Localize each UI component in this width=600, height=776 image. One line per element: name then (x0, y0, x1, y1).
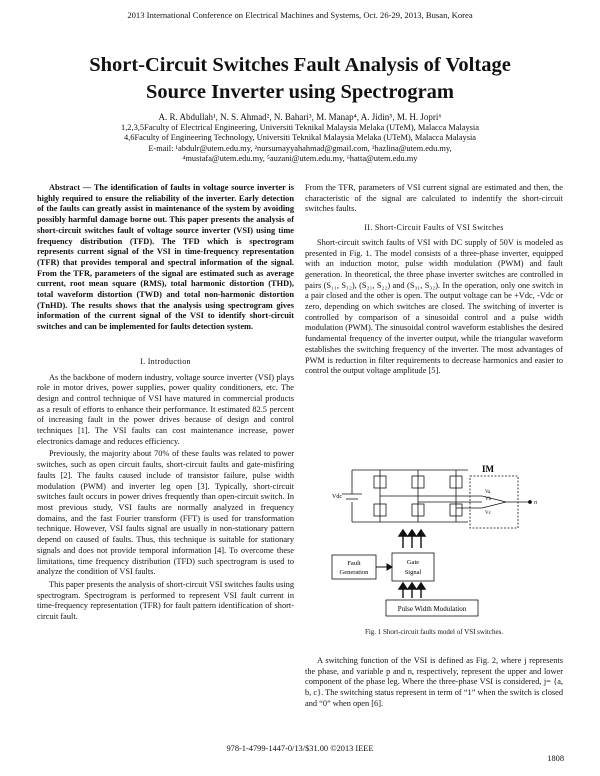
affiliation-1: 1,2,3,5Faculty of Electrical Engineering, Universiti Teknikal Malaysia Melaka (UTeM), Malacca Malaysia (121, 122, 479, 132)
vdc-label: Vdc (332, 494, 342, 500)
title-line-1: Short-Circuit Switches Fault Analysis of Voltage (89, 54, 511, 76)
intro-paragraph-2: Previously, the majority about 70% of these faults was related to power switches, such as open circuit faults, short-circuit faults and gate-misfiring faults [2]. The faults caused include of transistor failure, pulse width modulation (PWM) and inverter leg open [3]. Typically, short-circuit switches fault occurs in power drives frequently than open-circuit switch. In most previous study, VSI faults are normally analyzed in frequency domains, and the fast Fourier transform (FFT) is used for transformation technique. However, VSI faults signal are usually in non-stationary pattern depend on caused of faults. Thus, this technique is suitable for stationary signals and does not provide temporal information [4]. To overcome these limitations, time frequency distribution (TFD) such spectrogram is used to analyze the condition of VSI faults. (37, 449, 294, 577)
page-number: 1808 (547, 754, 564, 763)
gate-label: Gate (406, 559, 420, 566)
section-heading-faults: II. Short-Circuit Faults of VSI Switches (364, 223, 504, 233)
title-line-2: Source Inverter using Spectrogram (145, 81, 455, 103)
intro-paragraph-3: This paper presents the analysis of short-circuit VSI switches faults using spectrogram. Spectrogram is performed to represent VSI fault current in time-frequency representation (TFR) for fault pattern identification of short-circuit fault. (37, 579, 295, 622)
right-paragraph-1: From the TFR, parameters of VSI current signal are estimated and then, the characteristic of the signal are calculated to indentify the short-circuit switches faults. (305, 183, 563, 214)
generation-label: Generation (339, 569, 369, 576)
email-line-2: ⁴mustafa@utem.edu.my, ⁵auzani@utem.edu.my, ⁶hatta@utem.edu.my (182, 154, 418, 164)
vb-label: Vb (485, 497, 492, 502)
right-paragraph-2: Short-circuit switch faults of VSI with DC supply of 50V is modeled as presented in Fig. 1. The model consists of a three-phase inverter, equipped with an induction motor, pulse width modulation (PWM) and fault generation. In theoretical, the three phase inverter switches are controlled in pairs (S₁₁, S₁₂), (S₂₁, S₂₂) and (S₃₁, S₃₂). In the operation, only one switch in a pair closed and the other is open. The output voltage can be +Vdc, -Vdc or zero, depending on which switches are closed. The switching of inverter is controlled by comparison of a sinusoidal control and a pulse width modulation (PWM). The sinusoidal control waveform establishes the desired fundamental frequency of the inverter output, while the triangular waveform establishes the switching frequency of the inverter. The most advantages of PWM is reduction in filter requirements to decrease harmonics and easier to control the output voltage amplitude [5]. (305, 237, 563, 376)
copyright-footer: 978-1-4799-1447-0/13/$31.00 ©2013 IEEE (226, 744, 374, 753)
fault-label: Fault (347, 560, 361, 567)
abstract: Abstract — The identification of faults in voltage source inverter is highly required to ensure the reliability of the inverter. Early detection of the faults can greatly assist in maintenance of the system by avoiding possibly harmful damage borne out. This paper presents the analysis of short-circuit switches fault of voltage source inverter (VSI) using time frequency distribution (TFD). The TFD which is spectrogram represents current signal of the VSI in time-frequency representation (TFR) that provides temporal and spectral information of the signal. From the TFR, parameters of the signal are estimated such as average current, root mean square (RMS), total harmonic distortion (THD), total waveform distortion (TWD) and total non-harmonic distortion (TnHD). The results shows that the analysis using spectrogram gives information of the current signal of the VSI to identify short-circuit switches and can be implemented for faults detection system. (37, 183, 294, 332)
figure-1-caption: Fig. 1 Short-circuit faults model of VSI switches. (364, 628, 504, 636)
im-label: IM (482, 464, 494, 474)
author-block (20, 112, 580, 165)
affiliation-2: 4,6Faculty of Engineering Technology, Universiti Teknikal Malaysia Melaka (UTeM), Malacca Malaysia (123, 133, 477, 143)
signal-label: Signal (404, 569, 422, 576)
conference-header: 2013 International Conference on Electrical Machines and Systems, Oct. 26-29, 2013, Busan, Korea (127, 10, 473, 20)
section-heading-introduction: I. Introduction (140, 356, 191, 366)
intro-paragraph-1: As the backbone of modern industry, voltage source inverter (VSI) plays role in motor drives, power supplies, power quality conditioners, etc. The design and control technique of VSI have matured in commercial products as a result of efforts to enhance their performance. It estimated 82.5 percent of increasing fault in the power drives because of design and control techniques [1]. The VSI faults can cost maintenance increase, power electronics damage and reduces efficiency. (37, 372, 294, 446)
right-paragraph-3: A switching function of the VSI is defined as Fig. 2, where j represents the phase, and variable p and n, respectively, represent the upper and lower component of the phase leg. Where the three-phase VSI is considered, j= {a, b, c}. The switching status represent in term of “1” when the switch is closed and “0” when open [6]. (305, 656, 563, 708)
email-line-1: E-mail: ¹abdulr@utem.edu.my, ²nursumayyahahmad@gmail.com, ³hazlina@utem.edu.my, (148, 143, 452, 153)
author-list: A. R. Abdullah¹, N. S. Ahmad², N. Bahari³, M. Manap⁴, A. Jidin⁵, M. H. Jopri⁶ (158, 112, 442, 122)
va-label: Va (485, 490, 491, 495)
vc-label: Vc (485, 511, 491, 516)
figure-1-circuit-diagram (330, 462, 550, 624)
right-column-top (305, 183, 563, 377)
pwm-label: Pulse Width Modulation (397, 605, 467, 613)
right-column-bottom (305, 656, 563, 710)
n-label: n (534, 500, 537, 506)
paper-title (20, 52, 580, 106)
left-column (37, 183, 294, 623)
